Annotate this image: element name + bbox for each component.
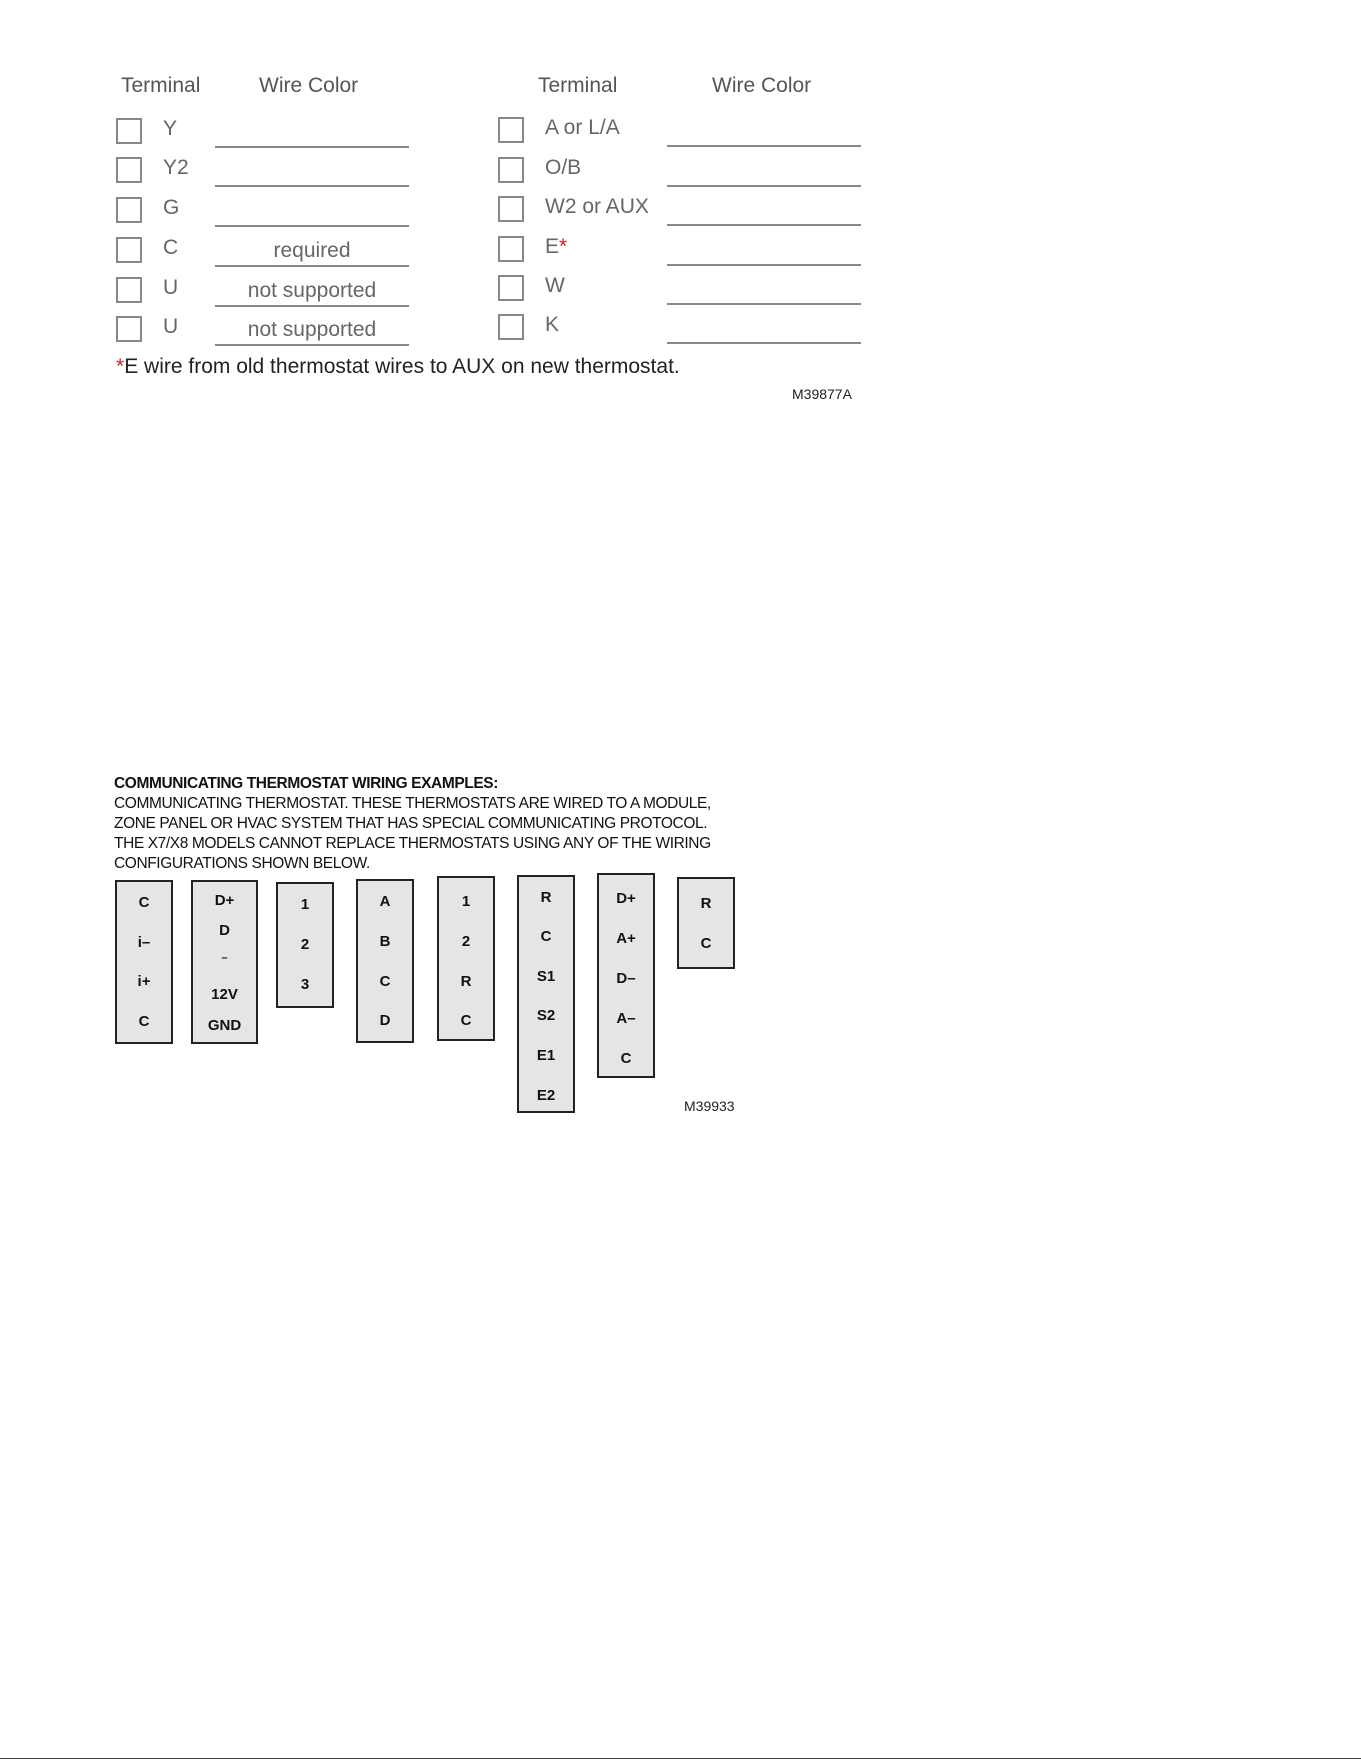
wire-color-line[interactable] <box>667 316 861 344</box>
terminal-block-label: GND <box>207 1017 242 1034</box>
communicating-description <box>114 774 754 874</box>
page-bottom-rule <box>0 1758 1361 1759</box>
wire-color-line[interactable] <box>215 199 409 227</box>
terminal-block <box>517 875 575 1113</box>
terminal-block-label: R <box>540 889 552 906</box>
terminal-block-label: i+ <box>137 973 151 990</box>
terminal-label: A or L/A <box>545 116 620 139</box>
terminal-block <box>115 880 173 1044</box>
section-title: COMMUNICATING THERMOSTAT WIRING EXAMPLES: <box>114 775 498 792</box>
terminal-block-label: 1 <box>300 896 310 913</box>
terminal-block-label: 12V <box>211 986 238 1003</box>
terminal-block-label: C <box>460 1012 472 1029</box>
description-line: CONFIGURATIONS SHOWN BELOW. <box>114 855 370 872</box>
figure-code: M39933 <box>684 1098 735 1114</box>
checkbox[interactable] <box>116 237 142 263</box>
wire-color-line[interactable] <box>667 198 861 226</box>
terminal-block <box>677 877 735 969</box>
terminal-block-label: C <box>620 1050 632 1067</box>
terminal-label: U <box>163 315 179 338</box>
terminal-label: W <box>545 274 565 297</box>
terminal-label: Y2 <box>163 156 189 179</box>
terminal-block-label: 2 <box>461 933 471 950</box>
terminal-header: Terminal <box>121 74 201 97</box>
terminal-block <box>191 880 258 1044</box>
terminal-block-label: E1 <box>536 1047 556 1064</box>
checkbox[interactable] <box>116 197 142 223</box>
terminal-block <box>356 879 414 1043</box>
terminal-block-label: S2 <box>536 1007 556 1024</box>
wire-color-line[interactable] <box>667 238 861 266</box>
checkbox[interactable] <box>116 277 142 303</box>
wire-color-line[interactable] <box>667 159 861 187</box>
terminal-block-label: B <box>379 933 391 950</box>
wire-color-line: not supported <box>215 279 409 307</box>
terminal-block-label: A– <box>616 1010 636 1027</box>
figure-code: M39877A <box>792 386 852 402</box>
terminal-block-label: C <box>138 894 150 911</box>
terminal-block <box>437 876 495 1041</box>
terminal-block-label: 3 <box>300 976 310 993</box>
terminal-block-label: E2 <box>536 1087 556 1104</box>
checkbox[interactable] <box>498 275 524 301</box>
checkbox[interactable] <box>498 314 524 340</box>
description-line: ZONE PANEL OR HVAC SYSTEM THAT HAS SPECIAL COMMUNICATING PROTOCOL. <box>114 815 708 832</box>
wire-color-line: not supported <box>215 318 409 346</box>
terminal-block-label: D <box>379 1012 391 1029</box>
description-line: THE X7/X8 MODELS CANNOT REPLACE THERMOSTATS USING ANY OF THE WIRING <box>114 835 711 852</box>
checkbox[interactable] <box>498 236 524 262</box>
terminal-label: Y <box>163 117 178 140</box>
terminal-block-label: D+ <box>616 890 636 907</box>
terminal-header: Terminal <box>538 74 618 97</box>
terminal-block-label: D– <box>616 970 636 987</box>
checkbox[interactable] <box>116 157 142 183</box>
terminal-block-label: C <box>700 935 712 952</box>
terminal-label: C <box>163 236 179 259</box>
checkbox[interactable] <box>116 118 142 144</box>
terminal-block-label: C <box>138 1013 150 1030</box>
wire-color-header: Wire Color <box>259 74 359 97</box>
checkbox[interactable] <box>498 157 524 183</box>
terminal-block <box>597 873 655 1078</box>
terminal-block-label: D+ <box>214 892 235 909</box>
terminal-block-label: 1 <box>461 893 471 910</box>
asterisk-mark: * <box>559 235 568 258</box>
note-text: E wire from old thermostat wires to AUX on new thermostat. <box>124 355 680 378</box>
terminal-block-label: D <box>219 922 230 939</box>
terminal-block <box>276 882 334 1008</box>
terminal-label: W2 or AUX <box>545 195 649 218</box>
checkbox[interactable] <box>116 316 142 342</box>
terminal-block-label: – <box>221 952 228 964</box>
terminal-block-label: i– <box>137 934 151 951</box>
terminal-block-label: C <box>540 928 552 945</box>
terminal-block-label: C <box>379 973 391 990</box>
wire-color-line: required <box>215 239 409 267</box>
terminal-block-label: A <box>379 893 391 910</box>
wire-color-line[interactable] <box>215 120 409 148</box>
checkbox[interactable] <box>498 196 524 222</box>
terminal-label: G <box>163 196 180 219</box>
asterisk-mark: * <box>116 355 125 378</box>
terminal-label: O/B <box>545 156 582 179</box>
wire-color-line[interactable] <box>667 277 861 305</box>
description-line: COMMUNICATING THERMOSTAT. THESE THERMOSTATS ARE WIRED TO A MODULE, <box>114 795 711 812</box>
terminal-label: U <box>163 276 179 299</box>
terminal-label <box>545 235 567 259</box>
terminal-block-label: R <box>700 895 712 912</box>
terminal-block-label: S1 <box>536 968 556 985</box>
terminal-block-label: R <box>460 973 472 990</box>
checkbox[interactable] <box>498 117 524 143</box>
terminal-label: K <box>545 313 560 336</box>
terminal-block-label: 2 <box>300 936 310 953</box>
e-wire-note <box>116 355 680 379</box>
wire-color-header: Wire Color <box>712 74 812 97</box>
terminal-block-label: A+ <box>616 930 636 947</box>
wire-color-line[interactable] <box>667 119 861 147</box>
terminal-letter: E <box>545 235 560 258</box>
wire-color-line[interactable] <box>215 159 409 187</box>
